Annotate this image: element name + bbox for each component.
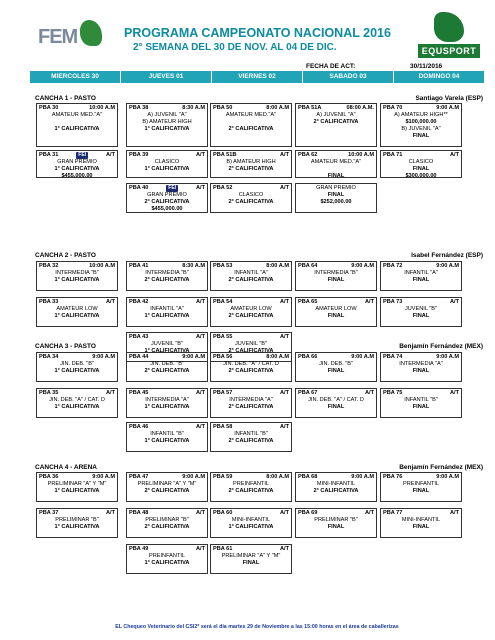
event-cell [295, 261, 377, 291]
event-id: PBA 57 [213, 390, 233, 396]
event-time: 8:00 A.M [266, 474, 289, 480]
event-category: INFANTIL "A" [234, 269, 268, 276]
event-cell [210, 103, 292, 147]
event-stage: 1° CALIFICATIVA [144, 125, 190, 132]
event-category: B) AMATEUR HIGH [142, 118, 192, 125]
event-cell [126, 422, 208, 452]
event-stage: FINAL [412, 367, 430, 374]
event-time: 9:00 A.M [351, 263, 374, 269]
event-id: PBA 70 [383, 105, 403, 111]
day-header: VIERNES 02 [212, 71, 303, 83]
event-cell [295, 508, 377, 538]
event-cell [295, 388, 377, 418]
event-id: PBA 62 [298, 152, 318, 158]
event-id: PBA 68 [298, 474, 318, 480]
event-id: PBA 37 [39, 510, 59, 516]
event-cell [210, 544, 292, 574]
event-category: INTERMEDIA "B" [55, 269, 99, 276]
event-category: CLASICO [154, 158, 180, 165]
event-stage: $252,000.00 [320, 198, 352, 205]
event-stage: 1° CALIFICATIVA [144, 347, 190, 354]
event-time: A/T [364, 510, 374, 516]
event-id: PBA 47 [129, 474, 149, 480]
event-stage: 1° CALIFICATIVA [144, 403, 190, 410]
page-subtitle: 2° SEMANA DEL 30 DE NOV. AL 04 DE DIC. [133, 42, 337, 53]
event-stage: 2° CALIFICATIVA [144, 276, 190, 283]
event-id: PBA 66 [298, 354, 318, 360]
day-header: SABADO 03 [303, 71, 394, 83]
event-cell [210, 297, 292, 327]
event-cell [380, 103, 462, 147]
event-time: A/T [449, 299, 459, 305]
event-id: PBA 48 [129, 510, 149, 516]
event-id: PBA 32 [39, 263, 59, 269]
event-id: PBA 35 [39, 390, 59, 396]
event-cell [36, 508, 118, 538]
footer-note: EL Chequeo Veterinario del CSI2* será el día martes 29 de Noviembre a las 15:00 horas en el área de caballerizas [115, 624, 399, 630]
event-cell [210, 422, 292, 452]
event-cell [126, 261, 208, 291]
event-category: CLASICO [408, 158, 434, 165]
event-cell [126, 388, 208, 418]
event-time: A/T [105, 299, 115, 305]
event-cell [380, 261, 462, 291]
event-cell [380, 297, 462, 327]
event-id: PBA 52 [213, 185, 233, 191]
event-category: GRAN PREMIO [57, 158, 97, 165]
event-category: INTERMEDIA "B" [314, 269, 358, 276]
event-stage: 1° CALIFICATIVA [54, 312, 100, 319]
event-category: INFANTIL "A" [404, 269, 438, 276]
event-stage: 2° CALIFICATIVA [313, 487, 359, 494]
event-time: A/T [279, 185, 289, 191]
event-time: A/T [279, 390, 289, 396]
event-id: PBA 75 [383, 390, 403, 396]
event-id: PBA 54 [213, 299, 233, 305]
event-time: A/T [279, 424, 289, 430]
cancha-label: CANCHA 3 - PASTO [35, 343, 96, 350]
event-stage: $300,000.00 [405, 172, 437, 179]
event-cell [36, 150, 118, 178]
event-stage: 1° CALIFICATIVA [144, 437, 190, 444]
event-cell [36, 297, 118, 327]
event-category: PREINFANTIL [232, 480, 270, 487]
event-stage: FINAL [327, 312, 345, 319]
event-stage: 2° CALIFICATIVA [228, 487, 274, 494]
event-stage: 2° CALIFICATIVA [228, 347, 274, 354]
event-id: PBA 58 [213, 424, 233, 430]
day-header: DOMINGO 04 [394, 71, 484, 83]
event-stage: 2° CALIFICATIVA [313, 118, 359, 125]
event-time: 8:30 A.M [182, 105, 205, 111]
horse-head-icon [434, 12, 464, 42]
event-category: B) AMATEUR HIGH [226, 158, 276, 165]
event-id: PBA 50 [213, 105, 233, 111]
event-category: AMATEUR LOW [56, 305, 98, 312]
event-cell [380, 352, 462, 382]
event-id: PBA 64 [298, 263, 318, 269]
event-time: 9:00 A.M [351, 354, 374, 360]
event-time: 8:00 A.M [266, 263, 289, 269]
event-time: A/T [449, 510, 459, 516]
event-time: A/T [279, 299, 289, 305]
event-category: JIN. DEB. "B" [150, 360, 184, 367]
event-category: JIN. DEB. "B" [319, 360, 353, 367]
event-time: 9:00 A.M [92, 474, 115, 480]
event-time: A/T [195, 152, 205, 158]
fei-badge: FEI [168, 185, 177, 191]
event-time: A/T [195, 334, 205, 340]
event-category [213, 119, 289, 126]
event-cell [210, 352, 292, 382]
event-id: PBA 53 [213, 263, 233, 269]
event-time: A/T [105, 152, 115, 158]
event-cell [210, 388, 292, 418]
event-id: PBA 45 [129, 390, 149, 396]
event-id: PBA 59 [213, 474, 233, 480]
event-category: JIN. DEB. "A" / CAT. D [308, 396, 364, 403]
event-time: 9:00 A.M [182, 354, 205, 360]
event-cell [295, 297, 377, 327]
event-time: A/T [195, 546, 205, 552]
event-category: JIN. DEB. "A" / CAT. D [49, 396, 105, 403]
event-time: 10:00 A.M [89, 263, 115, 269]
event-id: PBA 74 [383, 354, 403, 360]
event-category [213, 173, 289, 180]
event-time: 8:00 A.M [266, 354, 289, 360]
event-time: A/T [195, 510, 205, 516]
event-id: PBA 30 [39, 105, 59, 111]
event-id: PBA 41 [129, 263, 149, 269]
event-time: A/T [195, 390, 205, 396]
event-cell [210, 472, 292, 502]
event-stage: 1° CALIFICATIVA [54, 403, 100, 410]
event-time: 8:30 A.M [182, 263, 205, 269]
event-category: AMATEUR MED."A" [51, 111, 103, 118]
event-id: PBA 56 [213, 354, 233, 360]
event-stage: 1° CALIFICATIVA [54, 125, 100, 132]
event-category: INFANTIL "B" [150, 430, 184, 437]
event-time: 9:00 A.M [436, 354, 459, 360]
event-cell [380, 150, 462, 178]
day-header-row [30, 71, 484, 83]
event-stage: 1° CALIFICATIVA [54, 367, 100, 374]
event-stage: FINAL [327, 523, 345, 530]
event-id: PBA 77 [383, 510, 403, 516]
event-cell [210, 183, 292, 213]
event-id: PBA 38 [129, 105, 149, 111]
event-stage: FINAL [412, 487, 430, 494]
event-time: A/T [449, 152, 459, 158]
event-time: A/T [195, 185, 205, 191]
fem-logo [30, 18, 100, 64]
event-time: 9:00 A.M [92, 354, 115, 360]
event-stage: 2° CALIFICATIVA [144, 367, 190, 374]
event-category: PREINFANTIL [402, 480, 440, 487]
event-category: INFANTIL "B" [404, 396, 438, 403]
event-category [213, 206, 289, 213]
event-stage: 1° CALIFICATIVA [54, 165, 100, 172]
event-stage: 1° CALIFICATIVA [54, 276, 100, 283]
event-cell [295, 103, 377, 147]
judge-name: Santiago Varela (ESP) [415, 95, 483, 102]
event-time: A/T [449, 390, 459, 396]
event-cell [36, 261, 118, 291]
event-stage: $100,000.00 [405, 118, 437, 125]
event-id: PBA 49 [129, 546, 149, 552]
horse-icon [80, 20, 102, 46]
event-id: PBA 39 [129, 152, 149, 158]
event-cell [210, 508, 292, 538]
event-stage: FINAL [412, 276, 430, 283]
event-stage: 2° CALIFICATIVA [228, 437, 274, 444]
event-stage: FINAL [412, 165, 430, 172]
fem-logo-text: FEM [38, 26, 78, 48]
event-time: A/T [279, 152, 289, 158]
event-id: PBA 51A [298, 105, 322, 111]
event-cell [210, 261, 292, 291]
event-id: PBA 34 [39, 354, 59, 360]
event-cell [295, 183, 377, 213]
event-time: 08:00 A.M. [346, 105, 374, 111]
equsport-logo [418, 12, 480, 62]
event-id: PBA 40 [129, 185, 149, 191]
event-category: A) JUVENIL "A" [316, 111, 356, 118]
event-category: PRELIMINAR "A" Y "M" [47, 480, 107, 487]
event-stage: 1° CALIFICATIVA [54, 523, 100, 530]
fei-badge: FEI [78, 152, 87, 158]
event-category: JIN. DEB. "B" [60, 360, 94, 367]
event-time: A/T [105, 390, 115, 396]
event-stage: FINAL [242, 559, 260, 566]
event-category: PRELIMINAR "A" Y "M" [137, 480, 197, 487]
event-category [129, 173, 205, 180]
update-date-value: 30/11/2016 [410, 63, 443, 70]
event-stage: 2° CALIFICATIVA [144, 198, 190, 205]
day-header: MIERCOLES 30 [30, 71, 121, 83]
event-id: PBA 73 [383, 299, 403, 305]
event-category: PRELIMINAR "B" [55, 516, 99, 523]
event-category: PRELIMINAR "B" [314, 516, 358, 523]
event-cell [126, 150, 208, 178]
event-id: PBA 43 [129, 334, 149, 340]
judge-name: Benjamín Fernández (MEX) [399, 464, 483, 471]
event-cell [295, 472, 377, 502]
event-category: GRAN PREMIO [147, 191, 187, 198]
event-cell [126, 508, 208, 538]
event-time: 9:00 A.M [436, 474, 459, 480]
judge-name: Benjamín Fernández (MEX) [399, 343, 483, 350]
event-cell [126, 544, 208, 574]
event-id: PBA 33 [39, 299, 59, 305]
event-category: INTERMEDIA "A" [399, 360, 443, 367]
event-stage: FINAL [327, 403, 345, 410]
event-category: AMATEUR LOW [315, 305, 357, 312]
event-time: 10:00 A.M [89, 105, 115, 111]
event-time: A/T [279, 546, 289, 552]
event-category: INFANTIL "A" [150, 305, 184, 312]
event-category: JIN. DEB. "A" / CAT. D [223, 360, 279, 367]
event-category: B) JUVENIL "A" [401, 125, 441, 132]
event-time: 10:00 A.M [348, 152, 374, 158]
event-cell [36, 388, 118, 418]
page-title: PROGRAMA CAMPEONATO NACIONAL 2016 [124, 26, 391, 40]
event-stage: $455,000.00 [151, 205, 183, 212]
event-stage: FINAL [327, 191, 345, 198]
event-cell [380, 508, 462, 538]
event-category: MINI-INFANTIL [231, 516, 271, 523]
event-stage: 2° CALIFICATIVA [228, 125, 274, 132]
event-category: JUVENIL "B" [150, 340, 184, 347]
event-stage: 1° CALIFICATIVA [144, 312, 190, 319]
event-stage: 2° CALIFICATIVA [228, 367, 274, 374]
equsport-logo-text: EQUSPORT [418, 44, 480, 58]
cancha-label: CANCHA 4 - ARENA [35, 464, 97, 471]
event-time: 9:00 A.M [182, 474, 205, 480]
event-id: PBA 36 [39, 474, 59, 480]
event-category: A) AMATEUR HIGH** [394, 111, 448, 118]
day-header: JUEVES 01 [121, 71, 212, 83]
event-cell [126, 297, 208, 327]
event-stage: FINAL [412, 403, 430, 410]
event-id: PBA 61 [213, 546, 233, 552]
event-id: PBA 31 [39, 152, 59, 158]
event-cell [126, 183, 208, 213]
event-category: PRELIMINAR "B" [145, 516, 189, 523]
event-time: A/T [195, 424, 205, 430]
event-stage: 2° CALIFICATIVA [228, 198, 274, 205]
event-cell [295, 352, 377, 382]
event-id: PBA 67 [298, 390, 318, 396]
event-cell [380, 388, 462, 418]
event-stage: 2° CALIFICATIVA [228, 276, 274, 283]
event-stage: FINAL [327, 172, 345, 179]
event-time: A/T [195, 299, 205, 305]
update-date-label: FECHA DE ACT: [306, 63, 356, 70]
event-stage: 2° CALIFICATIVA [228, 165, 274, 172]
event-cell [295, 150, 377, 178]
cancha-label: CANCHA 1 - PASTO [35, 95, 96, 102]
event-stage: 2° CALIFICATIVA [144, 487, 190, 494]
event-category: JUVENIL "B" [234, 340, 268, 347]
event-stage: 1° CALIFICATIVA [54, 487, 100, 494]
event-time: 9:00 A.M [436, 263, 459, 269]
event-time: A/T [364, 390, 374, 396]
judge-name: Isabel Fernández (ESP) [411, 252, 483, 259]
event-time: 9:00 A.M [351, 474, 374, 480]
event-time: 8:00 A.M [266, 105, 289, 111]
event-id: PBA 72 [383, 263, 403, 269]
event-time: A/T [105, 510, 115, 516]
event-stage: FINAL [327, 367, 345, 374]
event-category: MINI-INFANTIL [401, 516, 441, 523]
cancha-label: CANCHA 2 - PASTO [35, 252, 96, 259]
event-id: PBA 55 [213, 334, 233, 340]
event-cell [380, 472, 462, 502]
event-stage: FINAL [412, 312, 430, 319]
event-cell [36, 352, 118, 382]
event-cell [126, 472, 208, 502]
event-id: PBA 60 [213, 510, 233, 516]
event-cell [36, 103, 118, 147]
event-stage: FINAL [412, 523, 430, 530]
event-category: INTERMEDIA "A" [229, 396, 273, 403]
event-id: PBA 76 [383, 474, 403, 480]
event-category: INTERMEDIA "B" [145, 269, 189, 276]
event-time: A/T [364, 299, 374, 305]
event-stage: 2° CALIFICATIVA [228, 403, 274, 410]
event-category: AMATEUR MED."A" [310, 158, 362, 165]
event-category: GRAN PREMIO [316, 185, 356, 191]
event-category: PRELIMINAR "A" Y "M" [221, 552, 281, 559]
event-id: PBA 46 [129, 424, 149, 430]
event-time: A/T [279, 510, 289, 516]
event-stage: 1° CALIFICATIVA [144, 165, 190, 172]
event-category: A) JUVENIL "A" [147, 111, 187, 118]
event-stage: 1° CALIFICATIVA [228, 523, 274, 530]
event-category: AMATEUR LOW [230, 305, 272, 312]
event-stage: 2° CALIFICATIVA [144, 523, 190, 530]
event-time: 9:00 A.M [436, 105, 459, 111]
event-cell [126, 352, 208, 382]
event-cell [126, 103, 208, 147]
event-category: MINI-INFANTIL [316, 480, 356, 487]
event-id: PBA 51B [213, 152, 237, 158]
event-category: JUVENIL "B" [404, 305, 438, 312]
event-stage: FINAL [327, 276, 345, 283]
event-id: PBA 44 [129, 354, 149, 360]
event-category [298, 166, 374, 173]
event-cell [36, 472, 118, 502]
event-stage: 2° CALIFICATIVA [228, 312, 274, 319]
event-id: PBA 69 [298, 510, 318, 516]
event-time: A/T [279, 334, 289, 340]
event-category [39, 119, 115, 126]
event-category: INFANTIL "B" [234, 430, 268, 437]
event-stage: 1° CALIFICATIVA [144, 559, 190, 566]
event-id: PBA 65 [298, 299, 318, 305]
event-cell [210, 150, 292, 178]
event-category: CLASICO [238, 191, 264, 198]
event-id: PBA 42 [129, 299, 149, 305]
event-id: PBA 71 [383, 152, 403, 158]
event-category [298, 126, 374, 133]
event-category: INTERMEDIA "A" [145, 396, 189, 403]
event-stage: FINAL [412, 132, 430, 139]
event-category: AMATEUR MED."A" [225, 111, 277, 118]
event-stage: $455,000.00 [61, 172, 93, 179]
event-category: PREINFANTIL [148, 552, 186, 559]
